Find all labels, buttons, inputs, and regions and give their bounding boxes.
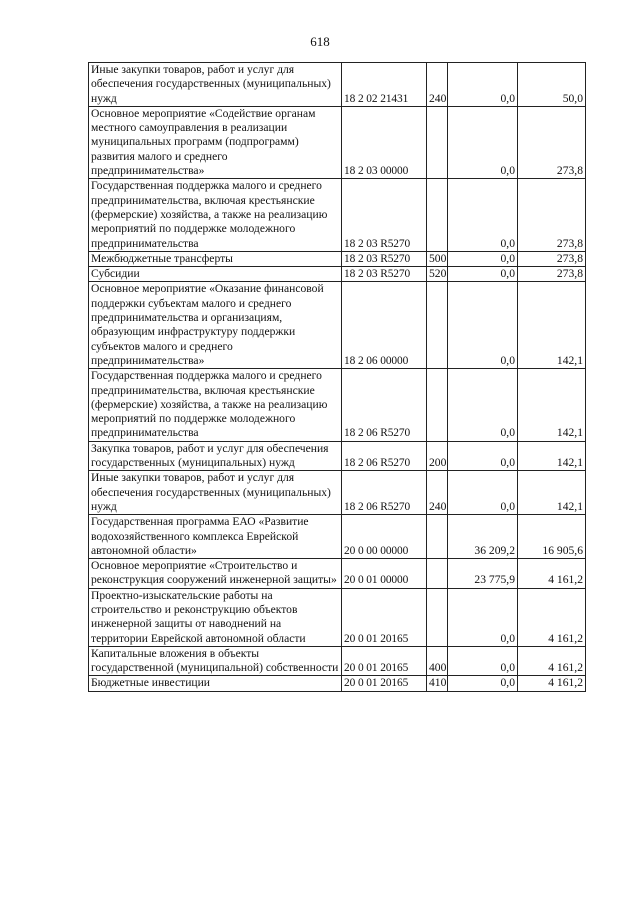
row-amount-1: 0,0 <box>448 471 518 515</box>
row-expense-type: 240 <box>427 471 448 515</box>
row-name: Иные закупки товаров, работ и услуг для обеспечения государственных (муниципальных) нужд <box>89 63 342 107</box>
row-amount-1: 0,0 <box>448 441 518 471</box>
row-code: 20 0 01 20165 <box>342 676 427 691</box>
row-expense-type <box>427 515 448 559</box>
row-code: 18 2 02 21431 <box>342 63 427 107</box>
row-code: 18 2 06 R5270 <box>342 369 427 441</box>
row-amount-1: 0,0 <box>448 179 518 251</box>
row-expense-type: 400 <box>427 646 448 676</box>
row-code: 18 2 03 00000 <box>342 106 427 178</box>
table-row <box>89 471 586 515</box>
row-amount-2: 16 905,6 <box>518 515 586 559</box>
row-expense-type: 410 <box>427 676 448 691</box>
row-amount-2: 273,8 <box>518 267 586 282</box>
row-amount-2: 142,1 <box>518 441 586 471</box>
row-amount-1: 0,0 <box>448 251 518 266</box>
row-amount-1: 0,0 <box>448 646 518 676</box>
row-amount-1: 0,0 <box>448 63 518 107</box>
row-expense-type <box>427 559 448 589</box>
row-amount-1: 0,0 <box>448 106 518 178</box>
row-name: Основное мероприятие «Строительство и реконструкция сооружений инженерной защиты» <box>89 559 342 589</box>
table-row <box>89 267 586 282</box>
row-name: Основное мероприятие «Оказание финансовой поддержки субъектам малого и среднего предпринимательства и организациям, образующим инфраструктуру поддержки субъектов малого и среднего предпринимательства» <box>89 282 342 369</box>
row-expense-type: 520 <box>427 267 448 282</box>
row-amount-1: 0,0 <box>448 676 518 691</box>
row-name: Основное мероприятие «Содействие органам местного самоуправления в реализации муниципальных программ (подпрограмм) развития малого и среднего предпринимательства» <box>89 106 342 178</box>
row-name: Бюджетные инвестиции <box>89 676 342 691</box>
row-amount-2: 4 161,2 <box>518 559 586 589</box>
row-amount-1: 0,0 <box>448 369 518 441</box>
table-row <box>89 369 586 441</box>
row-name: Межбюджетные трансферты <box>89 251 342 266</box>
row-amount-2: 273,8 <box>518 106 586 178</box>
row-amount-2: 142,1 <box>518 471 586 515</box>
table-row <box>89 559 586 589</box>
table-row <box>89 515 586 559</box>
row-expense-type <box>427 588 448 646</box>
row-amount-2: 142,1 <box>518 282 586 369</box>
row-amount-2: 273,8 <box>518 251 586 266</box>
row-code: 20 0 01 20165 <box>342 588 427 646</box>
row-expense-type <box>427 282 448 369</box>
row-amount-2: 4 161,2 <box>518 646 586 676</box>
row-expense-type: 500 <box>427 251 448 266</box>
row-name: Государственная поддержка малого и среднего предпринимательства, включая крестьянские (фермерские) хозяйства, а также на реализацию мероприятий по поддержке молодежного предпринимательства <box>89 369 342 441</box>
table-row <box>89 676 586 691</box>
row-amount-2: 142,1 <box>518 369 586 441</box>
table-row <box>89 179 586 251</box>
row-code: 18 2 06 00000 <box>342 282 427 369</box>
table-row <box>89 646 586 676</box>
row-name: Проектно-изыскательские работы на строительство и реконструкцию объектов инженерной защиты от наводнений на территории Еврейской автономной области <box>89 588 342 646</box>
row-code: 20 0 01 20165 <box>342 646 427 676</box>
budget-table <box>88 62 586 692</box>
row-expense-type: 240 <box>427 63 448 107</box>
row-amount-2: 4 161,2 <box>518 588 586 646</box>
row-code: 18 2 06 R5270 <box>342 441 427 471</box>
row-amount-1: 23 775,9 <box>448 559 518 589</box>
table-row <box>89 441 586 471</box>
row-expense-type <box>427 369 448 441</box>
row-amount-1: 0,0 <box>448 267 518 282</box>
row-amount-1: 0,0 <box>448 282 518 369</box>
table-row <box>89 251 586 266</box>
row-expense-type <box>427 179 448 251</box>
row-name: Закупка товаров, работ и услуг для обеспечения государственных (муниципальных) нужд <box>89 441 342 471</box>
table-row <box>89 106 586 178</box>
row-amount-2: 4 161,2 <box>518 676 586 691</box>
table-row <box>89 63 586 107</box>
row-amount-1: 36 209,2 <box>448 515 518 559</box>
row-name: Иные закупки товаров, работ и услуг для обеспечения государственных (муниципальных) нужд <box>89 471 342 515</box>
budget-table-body <box>89 63 586 692</box>
row-code: 20 0 01 00000 <box>342 559 427 589</box>
row-code: 18 2 03 R5270 <box>342 251 427 266</box>
row-name: Государственная поддержка малого и среднего предпринимательства, включая крестьянские (фермерские) хозяйства, а также на реализацию мероприятий по поддержке молодежного предпринимательства <box>89 179 342 251</box>
page-number: 618 <box>310 34 330 49</box>
row-amount-2: 273,8 <box>518 179 586 251</box>
row-code: 18 2 03 R5270 <box>342 267 427 282</box>
row-name: Субсидии <box>89 267 342 282</box>
row-name: Капитальные вложения в объекты государственной (муниципальной) собственности <box>89 646 342 676</box>
row-code: 18 2 03 R5270 <box>342 179 427 251</box>
row-code: 20 0 00 00000 <box>342 515 427 559</box>
row-amount-1: 0,0 <box>448 588 518 646</box>
row-expense-type: 200 <box>427 441 448 471</box>
table-row <box>89 282 586 369</box>
table-row <box>89 588 586 646</box>
row-name: Государственная программа ЕАО «Развитие водохозяйственного комплекса Еврейской автономной области» <box>89 515 342 559</box>
row-code: 18 2 06 R5270 <box>342 471 427 515</box>
row-expense-type <box>427 106 448 178</box>
row-amount-2: 50,0 <box>518 63 586 107</box>
